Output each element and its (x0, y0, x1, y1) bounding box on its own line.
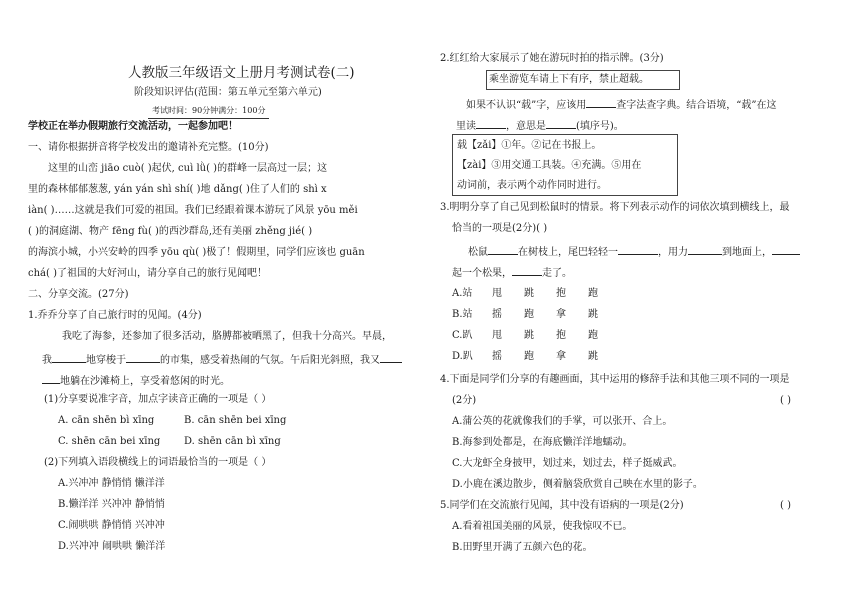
q1-sub1-question: (1)分享要说准字音，加点字读音正确的一项是（ ） (44, 394, 272, 405)
q1-passage-line (42, 372, 230, 389)
sign-text: 乘坐游览车请上下有序，禁止超载。 (489, 74, 649, 85)
blank-line[interactable] (512, 264, 542, 276)
blank-line[interactable] (688, 243, 722, 255)
section1-line: 里的森林郁郁葱葱, yán yán shì shí( )地 dǎng( )住了人们的 shì x (28, 184, 327, 195)
q1-passage-line: 我吃了海参，还参加了很多活动，胳膊都被晒黑了，但我十分高兴。早晨， (62, 331, 392, 342)
option-word: 跳 (588, 309, 598, 320)
q1-passage-line (42, 351, 402, 368)
option-c[interactable]: C. shēn cān bei xīng (58, 436, 161, 447)
option-word: 跳 (524, 330, 534, 341)
q1-sub2-question: (2)下列填入语段横线上的词语最恰当的一项是（ ） (44, 457, 272, 468)
blank-line[interactable] (42, 372, 60, 384)
option-a[interactable]: A.看着祖国美丽的风景，使我惊叹不已。 (452, 521, 633, 532)
option-a[interactable]: A.兴冲冲 静悄悄 懒洋洋 (58, 478, 165, 489)
dictionary-box (452, 134, 678, 196)
blank-line[interactable] (546, 117, 576, 129)
option-word: 跑 (588, 330, 598, 341)
option-word: 抱 (556, 288, 566, 299)
option-word: 跑 (524, 351, 534, 362)
q2-text: 查字法查字典。结合语境，“载”在这 (616, 100, 777, 111)
option-word: 抱 (556, 330, 566, 341)
blank-line[interactable] (476, 117, 506, 129)
option-d[interactable]: D.兴冲冲 闹哄哄 懒洋洋 (58, 541, 166, 552)
option-b[interactable]: B.田野里开满了五颜六色的花。 (452, 542, 593, 553)
option-word: D.趴 (452, 351, 473, 362)
dict-line: 动词前，表示两个动作同时进行。 (457, 180, 607, 191)
option-b[interactable]: B.海参到处都是，在海底懒洋洋地蠕动。 (452, 437, 633, 448)
q5-heading: 5.同学们在交流旅行见闻，其中没有语病的一项是(2分) (440, 500, 684, 511)
option-c[interactable]: C.闹哄哄 静悄悄 兴冲冲 (58, 520, 165, 531)
option-word: C.趴 (452, 330, 473, 341)
blank-line[interactable] (126, 351, 160, 363)
page-subtitle: 阶段知识评估(范围：第五单元至第六单元) (134, 87, 322, 98)
option-word: 摇 (492, 351, 502, 362)
section1-line: iàn( )……这就是我们可爱的祖国。我们已经跟着课本游玩了风景 yōu měi (28, 205, 358, 216)
option-c[interactable]: C.大龙虾全身披甲，划过来，划过去，样子挺威武。 (452, 458, 683, 469)
page-title: 人教版三年级语文上册月考测试卷(二) (128, 65, 355, 81)
q4-heading: (2分) (452, 395, 477, 406)
blank-line[interactable] (488, 243, 518, 255)
option-b[interactable]: B.懒洋洋 兴冲冲 静悄悄 (58, 499, 165, 510)
option-word: A.站 (452, 288, 473, 299)
q2-text: (填序号)。 (576, 121, 624, 132)
blank-line[interactable] (772, 243, 800, 255)
q3-body-line (452, 264, 572, 281)
section1-line: 这里的山峦 jiāo cuò( )起伏, cuì lǜ( )的群峰一层高过一层；这 (48, 163, 328, 174)
option-a[interactable]: A.蒲公英的花就像我们的手掌，可以张开、合上。 (452, 416, 673, 427)
option-word: 跳 (588, 351, 598, 362)
section1-heading: 一、请你根据拼音将学校发出的邀请补充完整。(10分) (28, 142, 269, 153)
dict-line: 【zài】③用交通工具装。④充满。⑤用在 (457, 160, 642, 171)
q3-text: 在树枝上，尾巴轻轻一 (518, 247, 618, 258)
dict-line: 载【zǎi】①年。②记在书报上。 (457, 140, 602, 151)
option-word: 拿 (556, 351, 566, 362)
q1-heading: 1.乔乔分享了自己旅行时的见闻。(4分) (28, 310, 202, 321)
q1-passage-text: 的市集，感受着热闹的气氛。午后阳光斜照，我又 (160, 355, 380, 366)
option-word: 摇 (492, 309, 502, 320)
answer-paren[interactable]: ( ) (780, 395, 791, 406)
q3-text: 松鼠 (468, 247, 488, 258)
q2-heading: 2.红红给大家展示了她在游玩时拍的指示牌。(3分) (440, 53, 664, 64)
q3-heading: 恰当的一项是(2分)( ) (452, 223, 548, 234)
answer-paren[interactable]: ( ) (780, 500, 791, 511)
q1-passage-text: 我 (42, 355, 52, 366)
option-a[interactable]: A. cān shēn bì xīng (58, 415, 155, 426)
section1-line: ( )的洞庭湖、物产 fēng fù( )的西沙群岛,还有美丽 zhěng jié( ) (28, 226, 313, 237)
option-d[interactable]: D. shēn cān bì xīng (184, 436, 281, 447)
q2-text: ，意思是 (506, 121, 546, 132)
option-d[interactable]: D.小鹿在溪边散步，侧着脑袋欣赏自己映在水里的影子。 (452, 479, 703, 490)
blank-line[interactable] (52, 351, 86, 363)
option-word: 甩 (492, 330, 502, 341)
option-b[interactable]: B. cān shēn bei xīng (184, 415, 287, 426)
section1-line: 的海滨小城，小兴安岭的四季 yōu qù( )极了！假期里，同学们应该也 guān (28, 247, 365, 258)
q3-text: 起一个松果， (452, 268, 512, 279)
q1-passage-text: 地躺在沙滩椅上，享受着悠闲的时光。 (60, 376, 230, 387)
blank-line[interactable] (380, 351, 402, 363)
blank-line[interactable] (586, 96, 616, 108)
option-word: 跑 (588, 288, 598, 299)
q3-text: ，用力 (658, 247, 688, 258)
q2-text: 里读 (456, 121, 476, 132)
section1-line: chá( )了祖国的大好河山，请分享自己的旅行见闻吧！ (28, 268, 267, 279)
option-word: 甩 (492, 288, 502, 299)
intro-text: 学校正在举办假期旅行交流活动，一起参加吧！ (28, 121, 238, 132)
q4-heading: 4.下面是同学们分享的有趣画面，其中运用的修辞手法和其他三项不同的一项是 (440, 374, 790, 385)
option-word: 拿 (556, 309, 566, 320)
blank-line[interactable] (618, 243, 658, 255)
q3-text: 走了。 (542, 268, 572, 279)
q2-body-line (456, 117, 624, 134)
q2-body-line (466, 96, 776, 113)
sign-box (486, 70, 680, 90)
exam-info: 考试时间：90分钟满分：100分 (148, 104, 269, 119)
option-word: B.站 (452, 309, 473, 320)
q3-text: 到地面上， (722, 247, 772, 258)
q1-passage-text: 地穿梭于 (86, 355, 126, 366)
option-word: 跑 (524, 309, 534, 320)
q3-heading: 3.明明分享了自己见到松鼠时的情景。将下列表示动作的词依次填到横线上，最 (440, 202, 790, 213)
option-word: 跳 (524, 288, 534, 299)
q2-text: 如果不认识“载”字，应该用 (466, 100, 587, 111)
section2-heading: 二、分享交流。(27分) (28, 289, 129, 300)
q3-body-line (468, 243, 800, 260)
